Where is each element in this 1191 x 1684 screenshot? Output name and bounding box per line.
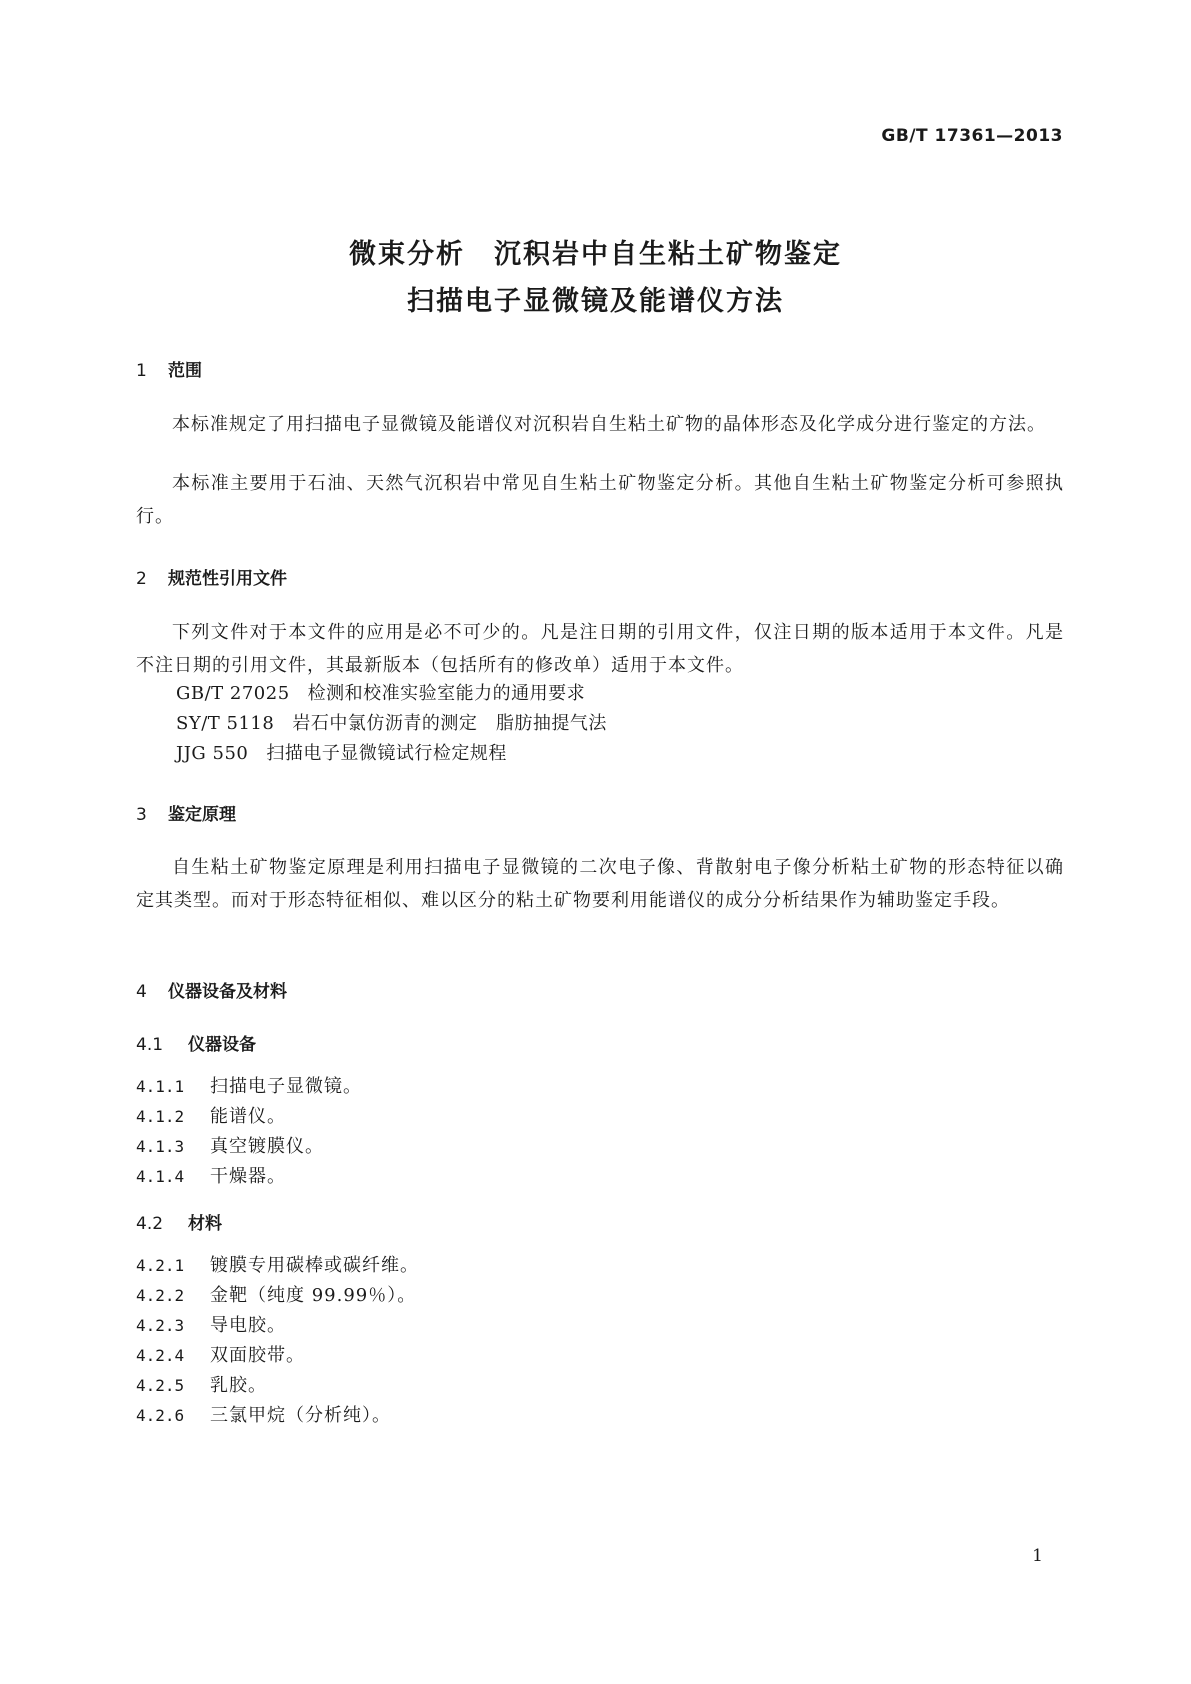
item-text: 能谱仪。 — [210, 1106, 286, 1127]
section-4-heading — [136, 977, 287, 1002]
subsection-title: 仪器设备 — [188, 1035, 256, 1055]
item-text: 干燥器。 — [210, 1166, 286, 1187]
section-title: 规范性引用文件 — [168, 569, 287, 589]
list-item — [136, 1311, 286, 1337]
list-item — [136, 1371, 267, 1397]
reference-item — [176, 679, 585, 705]
section-2-paragraph-1: 下列文件对于本文件的应用是必不可少的。凡是注日期的引用文件，仅注日期的版本适用于本文件。凡是不注日期的引用文件，其最新版本（包括所有的修改单）适用于本文件。 — [136, 622, 1064, 676]
reference-item — [176, 709, 607, 735]
list-item — [136, 1102, 286, 1128]
section-number: 2 — [136, 569, 147, 589]
item-number: 4.1.3 — [136, 1137, 185, 1156]
reference-code: JJG 550 — [176, 743, 249, 764]
document-title-line-2: 扫描电子显微镜及能谱仪方法 — [407, 286, 784, 317]
reference-title: 检测和校准实验室能力的通用要求 — [307, 683, 586, 704]
section-title: 鉴定原理 — [168, 805, 236, 825]
subsection-4-2-heading — [136, 1209, 222, 1234]
item-number: 4.2.1 — [136, 1256, 185, 1275]
standard-code: GB/T 17361—2013 — [881, 126, 1063, 146]
list-item — [136, 1072, 362, 1098]
list-item — [136, 1162, 286, 1188]
list-item — [136, 1341, 305, 1367]
section-1-paragraph-2: 本标准主要用于石油、天然气沉积岩中常见自生粘土矿物鉴定分析。其他自生粘土矿物鉴定分析可参照执行。 — [136, 473, 1064, 527]
item-text: 真空镀膜仪。 — [210, 1136, 324, 1157]
item-number: 4.2.6 — [136, 1406, 185, 1425]
reference-title: 岩石中氯仿沥青的测定 脂肪抽提气法 — [292, 713, 607, 734]
item-number: 4.2.2 — [136, 1286, 185, 1305]
reference-title: 扫描电子显微镜试行检定规程 — [266, 743, 507, 764]
reference-code: GB/T 27025 — [176, 683, 290, 704]
section-1-heading — [136, 356, 202, 381]
item-number: 4.1.4 — [136, 1167, 185, 1186]
item-number: 4.2.3 — [136, 1316, 185, 1335]
section-1-paragraph-1: 本标准规定了用扫描电子显微镜及能谱仪对沉积岩自生粘土矿物的晶体形态及化学成分进行鉴定的方法。 — [172, 414, 1046, 435]
section-number: 1 — [136, 361, 147, 381]
item-text: 导电胶。 — [210, 1315, 286, 1336]
page-number: 1 — [1032, 1546, 1043, 1566]
subsection-number: 4.2 — [136, 1214, 164, 1234]
list-item — [136, 1281, 416, 1307]
item-text: 双面胶带。 — [210, 1345, 305, 1366]
section-number: 3 — [136, 805, 147, 825]
item-text: 三氯甲烷（分析纯）。 — [210, 1405, 391, 1426]
list-item — [136, 1132, 324, 1158]
section-title: 范围 — [168, 361, 202, 381]
item-text: 金靶（纯度 99.99％）。 — [210, 1285, 417, 1306]
section-3-heading — [136, 800, 236, 825]
item-text: 扫描电子显微镜。 — [210, 1076, 362, 1097]
item-number: 4.2.4 — [136, 1346, 185, 1365]
section-2-heading — [136, 564, 287, 589]
reference-code: SY/T 5118 — [176, 713, 275, 734]
subsection-4-1-heading — [136, 1030, 256, 1055]
subsection-title: 材料 — [188, 1214, 222, 1234]
list-item — [136, 1401, 391, 1427]
document-title-line-1: 微束分析 沉积岩中自生粘土矿物鉴定 — [349, 239, 842, 270]
reference-item — [176, 739, 507, 765]
subsection-number: 4.1 — [136, 1035, 164, 1055]
section-title: 仪器设备及材料 — [168, 982, 287, 1002]
section-number: 4 — [136, 982, 147, 1002]
section-3-paragraph-1: 自生粘土矿物鉴定原理是利用扫描电子显微镜的二次电子像、背散射电子像分析粘土矿物的形态特征以确定其类型。而对于形态特征相似、难以区分的粘土矿物要利用能谱仪的成分分析结果作为辅助鉴定手段。 — [136, 857, 1064, 911]
item-text: 乳胶。 — [210, 1375, 267, 1396]
item-number: 4.2.5 — [136, 1376, 185, 1395]
item-text: 镀膜专用碳棒或碳纤维。 — [210, 1255, 419, 1276]
item-number: 4.1.1 — [136, 1077, 185, 1096]
list-item — [136, 1251, 419, 1277]
item-number: 4.1.2 — [136, 1107, 185, 1126]
